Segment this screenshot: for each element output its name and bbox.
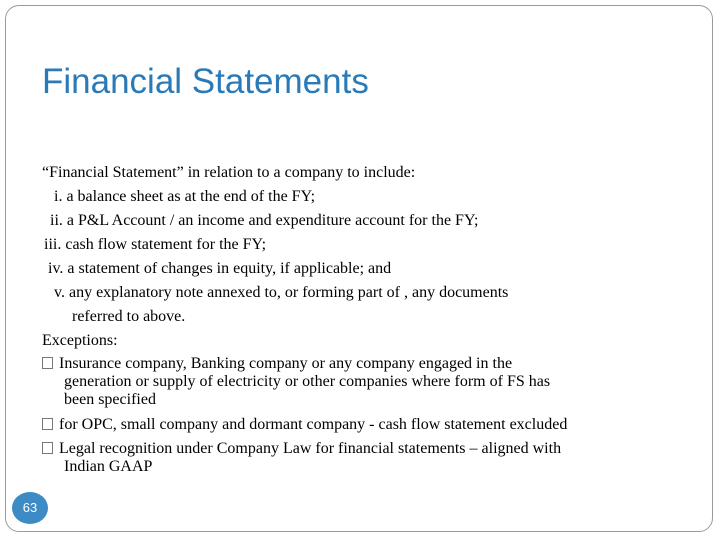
checkbox-bullet-icon (42, 442, 53, 454)
list-item-1: i. a balance sheet as at the end of the FY; (54, 188, 316, 205)
list-item-5-continued: referred to above. (72, 308, 186, 325)
exception-item-2 (42, 416, 567, 434)
exception-item-1 (42, 355, 512, 373)
exception-item-3 (42, 440, 561, 458)
exception-item-1-line-1: Insurance company, Banking company or any company engaged in the (59, 355, 513, 372)
exception-item-1-line-2: generation or supply of electricity or other companies where form of FS has (64, 373, 551, 390)
list-item-5: v. any explanatory note annexed to, or forming part of , any documents (54, 284, 509, 301)
exception-item-1-line-3: been specified (64, 391, 156, 408)
list-item-3: iii. cash flow statement for the FY; (44, 236, 267, 253)
exceptions-heading: Exceptions: (42, 332, 118, 349)
exception-item-2-line-1: for OPC, small company and dormant company - cash flow statement excluded (59, 416, 568, 433)
checkbox-bullet-icon (42, 357, 53, 369)
exception-item-3-line-1: Legal recognition under Company Law for financial statements – aligned with (59, 440, 562, 457)
exception-item-3-line-2: Indian GAAP (64, 458, 153, 475)
slide-title: Financial Statements (42, 62, 369, 101)
list-item-4: iv. a statement of changes in equity, if applicable; and (48, 260, 392, 277)
intro-text: “Financial Statement” in relation to a company to include: (42, 164, 416, 181)
page-number-badge: 63 (12, 492, 48, 524)
list-item-2: ii. a P&L Account / an income and expenditure account for the FY; (50, 212, 479, 229)
checkbox-bullet-icon (42, 418, 53, 430)
